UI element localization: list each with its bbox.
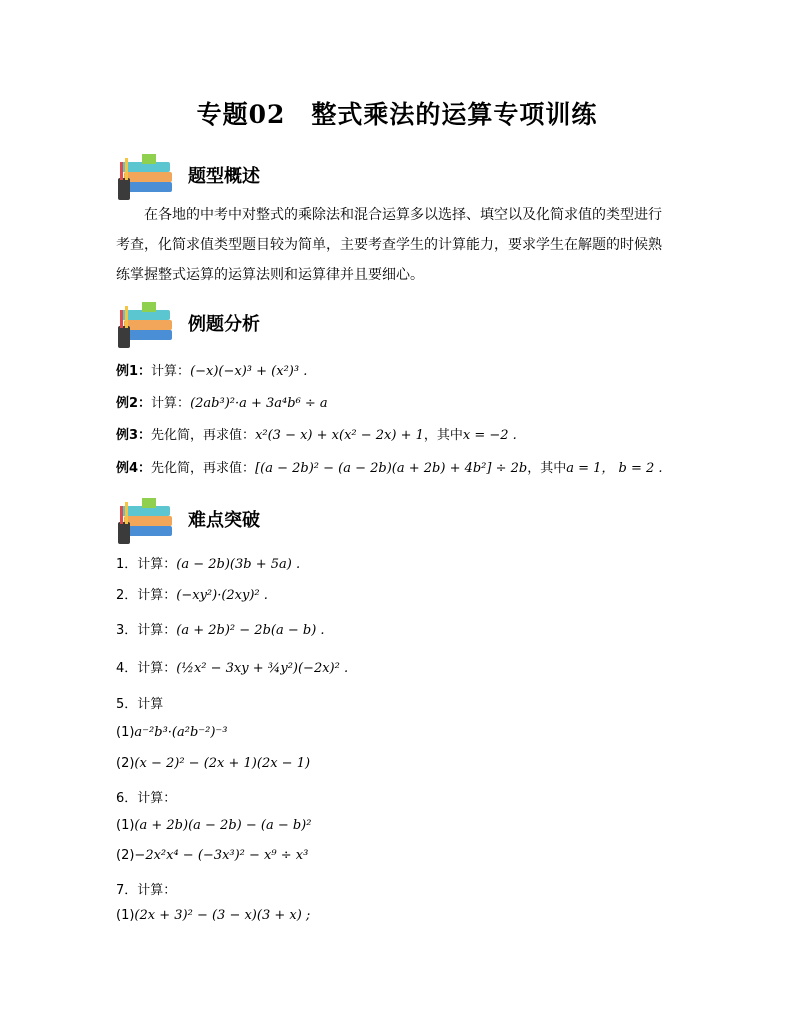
problem-number: 4．计算：	[116, 661, 177, 676]
problem-3	[116, 619, 325, 638]
section-title: 例题分析	[188, 314, 260, 335]
problem-number: (2)	[116, 756, 135, 771]
overview-paragraph	[116, 200, 688, 290]
example-tail: ，其中	[423, 428, 463, 443]
problem-expression: a⁻²b³·(a²b⁻²)⁻³	[134, 725, 228, 740]
problem-6-part-2	[116, 848, 308, 863]
problem-2	[116, 584, 268, 603]
example-label: 例2：	[116, 396, 152, 411]
overview-line: 练掌握整式运算的运算法则和运算律并且要细心。	[116, 267, 424, 283]
example-label: 例1：	[116, 364, 152, 379]
example-expression: (−x)(−x)³ + (x²)³ .	[190, 364, 308, 379]
problem-expression: (a + 2b)(a − 2b) − (a − b)²	[134, 818, 312, 833]
problem-expression: (−xy²)·(2xy)² .	[176, 588, 268, 603]
example-1	[116, 360, 307, 379]
problem-number: (1)	[116, 908, 135, 923]
books-pencil-icon	[116, 148, 180, 204]
example-condition: a = 1， b = 2 .	[566, 461, 663, 476]
page-title: 专题02 整式乘法的运算专项训练	[196, 100, 598, 129]
problem-expression: (2x + 3)² − (3 − x)(3 + x) ;	[134, 908, 311, 923]
problem-5	[116, 693, 163, 712]
example-condition: x = −2 .	[462, 428, 517, 443]
section-title: 题型概述	[188, 166, 260, 187]
problem-number: 1．计算：	[116, 557, 177, 572]
example-4	[116, 457, 663, 476]
example-expression: [(a − 2b)² − (a − 2b)(a + 2b) + 4b²] ÷ 2b	[255, 461, 528, 476]
example-label: 例4：	[116, 461, 152, 476]
example-tail: ，其中	[527, 461, 567, 476]
example-3	[116, 424, 517, 443]
problem-5-part-1	[116, 725, 228, 740]
section-title: 难点突破	[188, 510, 260, 531]
example-label: 例3：	[116, 428, 152, 443]
problem-number: 6．计算：	[116, 791, 177, 806]
problem-6	[116, 787, 176, 806]
example-prompt: 计算：	[151, 364, 191, 379]
overview-line: 在各地的中考中对整式的乘除法和混合运算多以选择、填空以及化简求值的类型进行	[144, 207, 662, 223]
problem-number: (1)	[116, 725, 135, 740]
problem-expression: (a − 2b)(3b + 5a) .	[176, 557, 301, 572]
problem-4	[116, 657, 348, 676]
problem-number: 7．计算：	[116, 883, 177, 898]
problem-number: 3．计算：	[116, 623, 177, 638]
problem-7	[116, 879, 176, 898]
example-2	[116, 392, 328, 411]
problem-number: 5．计算	[116, 697, 164, 712]
section-header-examples	[116, 296, 416, 352]
problem-number: 2．计算：	[116, 588, 177, 603]
example-expression: (2ab³)²·a + 3a⁴b⁶ ÷ a	[190, 396, 328, 411]
problem-expression: (x − 2)² − (2x + 1)(2x − 1)	[134, 756, 311, 771]
example-expression: x²(3 − x) + x(x² − 2x) + 1	[255, 428, 424, 443]
section-header-difficulties	[116, 492, 416, 548]
problem-expression: (½x² − 3xy + ¾y²)(−2x)² .	[176, 661, 349, 676]
problem-expression: (a + 2b)² − 2b(a − b) .	[176, 623, 325, 638]
problem-7-part-1	[116, 908, 310, 923]
problem-number: (1)	[116, 818, 135, 833]
books-pencil-icon	[116, 492, 180, 548]
problem-6-part-1	[116, 818, 311, 833]
section-header-overview	[116, 148, 416, 204]
example-prompt: 先化简，再求值：	[151, 428, 256, 443]
problem-expression: −2x²x⁴ − (−3x³)² − x⁹ ÷ x³	[134, 848, 309, 863]
example-prompt: 先化简，再求值：	[151, 461, 256, 476]
problem-1	[116, 553, 300, 572]
problem-number: (2)	[116, 848, 135, 863]
example-prompt: 计算：	[151, 396, 191, 411]
overview-line: 考查，化简求值类型题目较为简单，主要考查学生的计算能力，要求学生在解题的时候熟	[116, 237, 662, 253]
problem-5-part-2	[116, 756, 310, 771]
books-pencil-icon	[116, 296, 180, 352]
